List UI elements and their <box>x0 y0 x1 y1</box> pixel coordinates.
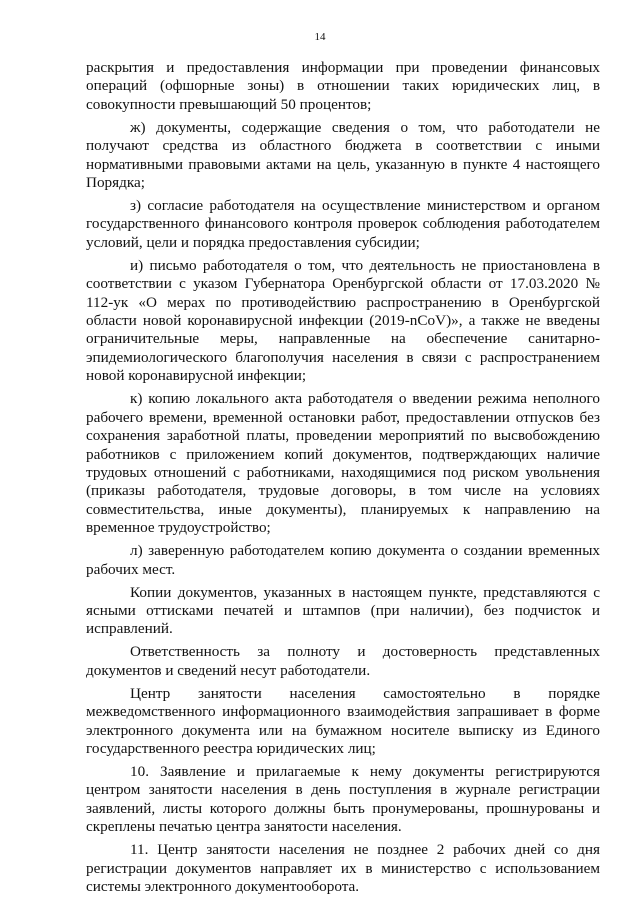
paragraph-item-zh: ж) документы, содержащие сведения о том, что работодатели не получают средства из областного бюджета в соответствии с иными нормативными правовыми актами на цель, указанную в пункте 4 настоящего Порядка; <box>86 118 600 192</box>
paragraph-employment-center-request: Центр занятости населения самостоятельно в порядке межведомственного информационного взаимодействия запрашивает в форме электронного документа или на бумажном носителе выписку из Единого государственного реестра юридических лиц; <box>86 684 600 757</box>
paragraph-item-k: к) копию локального акта работодателя о введении режима неполного рабочего времени, временной остановки работ, предоставлении отпусков без сохранения заработной платы, проведении мероприятий по высвобождению работников с приложением копий документов, подтверждающих наличие трудовых отношений с работниками, находящимися под риском увольнения (приказы работодателя, трудовые договоры, в том числе на условиях совместительства, иные документы), планируемых к направлению на временное трудоустройство; <box>86 390 600 537</box>
paragraph-item-z: з) согласие работодателя на осуществление министерством и органом государственного финансового контроля проверок соблюдения работодателем условий, цели и порядка предоставления субсидии; <box>86 197 600 251</box>
page-number: 14 <box>314 31 326 43</box>
paragraph-copies: Копии документов, указанных в настоящем пункте, представляются с ясными оттисками печатей и штампов (при наличии), без подчисток и исправлений. <box>86 583 600 638</box>
paragraph-item-i: и) письмо работодателя о том, что деятельность не приостановлена в соответствии с указом Губернатора Оренбургской области от 17.03.2020 № 112-ук «О мерах по противодействию распространению в Оренбургской области новой коронавирусной инфекции (2019-nCoV)», а также не введены ограничительные меры, направленные на обеспечение санитарно-эпидемиологического благополучия населения в связи с распространением новой коронавирусной инфекции; <box>86 256 600 385</box>
paragraph-point-11: 11. Центр занятости населения не позднее 2 рабочих дней со дня регистрации документов направляет их в министерство с использованием системы электронного документооборота. <box>86 841 600 895</box>
paragraph-point-10: 10. Заявление и прилагаемые к нему документы регистрируются центром занятости населения в день поступления в журнале регистрации заявлений, листы которого должны быть пронумерованы, прошнурованы и скреплены печатью центра занятости населения. <box>86 762 600 836</box>
paragraph-continuation: раскрытия и предоставления информации при проведении финансовых операций (офшорные зоны) в отношении таких юридических лиц, в совокупности превышающий 50 процентов; <box>86 59 600 113</box>
document-body <box>86 59 600 901</box>
paragraph-responsibility: Ответственность за полноту и достоверность представленных документов и сведений несут работодатели. <box>86 643 600 679</box>
paragraph-item-l: л) заверенную работодателем копию документа о создании временных рабочих мест. <box>86 542 600 578</box>
